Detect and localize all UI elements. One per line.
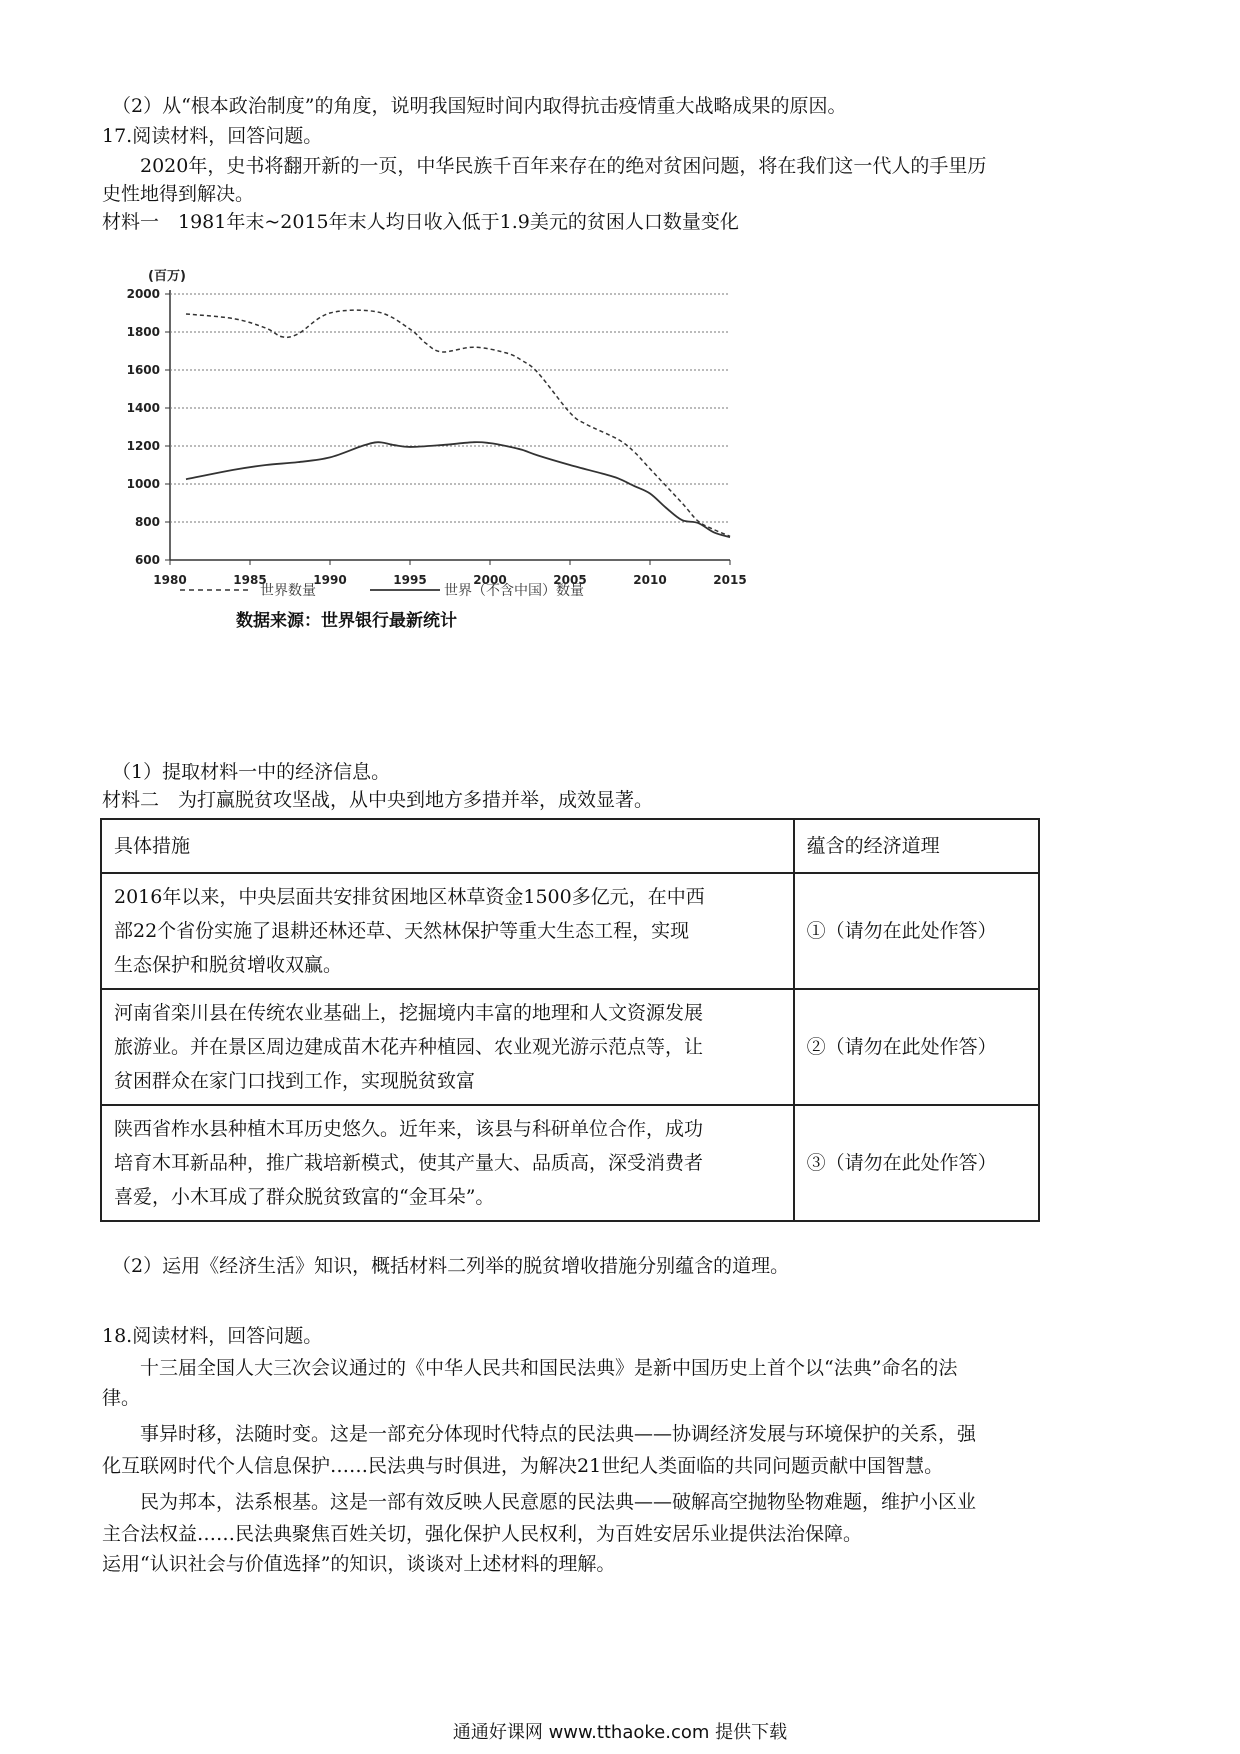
q18-line: 民为邦本，法系根基。这是一部有效反映人民意愿的民法典——破解高空抛物坠物难题，维护小区业 — [140, 1491, 977, 1513]
principle-answer-cell: ①（请勿在此处作答） — [794, 873, 1039, 989]
material2-title: 材料二 为打赢脱贫攻坚战，从中央到地方多措并举，成效显著。 — [102, 789, 654, 811]
q18-line: 律。 — [102, 1387, 141, 1409]
chart-source-note: 数据来源：世界银行最新统计 — [236, 611, 457, 631]
y-tick-label: 1200 — [126, 439, 160, 453]
x-tick-label: 2010 — [633, 573, 667, 587]
y-tick-label: 600 — [134, 553, 160, 567]
q18-line: 十三届全国人大三次会议通过的《中华人民共和国民法典》是新中国历史上首个以“法典”命名的法 — [140, 1357, 958, 1379]
y-tick-label: 1400 — [126, 401, 160, 415]
measure-cell — [101, 989, 794, 1105]
legend-series-1-label: 世界数量 — [260, 583, 316, 599]
q17-part2-question: （2）运用《经济生活》知识，概括材料二列举的脱贫增收措施分别蕴含的道理。 — [112, 1255, 790, 1277]
y-tick-label: 2000 — [126, 287, 160, 301]
series-world-excl-china-line — [186, 442, 730, 537]
measure-line: 培育木耳新品种，推广栽培新模式，使其产量大、品质高，深受消费者 — [114, 1152, 704, 1174]
x-tick-label: 1985 — [233, 573, 267, 587]
chart-unit-label: (百万) — [148, 269, 186, 284]
q18-line: 主合法权益……民法典聚焦百姓关切，强化保护人民权利，为百姓安居乐业提供法治保障。 — [102, 1523, 863, 1545]
q18-question: 运用“认识社会与价值选择”的知识，谈谈对上述材料的理解。 — [102, 1553, 616, 1575]
q18-heading: 18.阅读材料，回答问题。 — [102, 1325, 323, 1347]
measures-table — [100, 818, 1040, 1222]
q17-part1-question: （1）提取材料一中的经济信息。 — [112, 761, 391, 783]
q17-intro-line1: 2020年，史书将翻开新的一页，中华民族千百年来存在的绝对贫困问题，将在我们这一代人的手里历 — [140, 155, 987, 177]
legend-series-2-label: 世界（不含中国）数量 — [444, 583, 584, 599]
chart-y-ticks — [127, 287, 170, 567]
measure-line: 贫困群众在家门口找到工作，实现脱贫致富 — [114, 1070, 476, 1092]
y-tick-label: 1800 — [126, 325, 160, 339]
q17-intro-line2: 史性地得到解决。 — [102, 183, 255, 205]
q18-line: 化互联网时代个人信息保护……民法典与时俱进，为解决21世纪人类面临的共同问题贡献中国智慧。 — [102, 1455, 944, 1477]
measure-cell — [101, 873, 794, 989]
footer-credit: 通通好课网 www.tthaoke.com 提供下载 — [452, 1722, 788, 1743]
measure-line: 生态保护和脱贫增收双赢。 — [114, 954, 343, 976]
q16-part2-question: （2）从“根本政治制度”的角度，说明我国短时间内取得抗击疫情重大战略成果的原因。 — [112, 95, 847, 117]
measure-line: 河南省栾川县在传统农业基础上，挖掘境内丰富的地理和人文资源发展 — [114, 1002, 704, 1024]
x-tick-label: 2015 — [713, 573, 747, 587]
table-row — [101, 1105, 1039, 1221]
x-tick-label: 2000 — [473, 573, 507, 587]
y-tick-label: 1600 — [126, 363, 160, 377]
q17-heading: 17.阅读材料，回答问题。 — [102, 125, 323, 147]
table-header-row — [101, 819, 1039, 873]
principle-answer-cell: ②（请勿在此处作答） — [794, 989, 1039, 1105]
q18-line: 事异时移，法随时变。这是一部充分体现时代特点的民法典——协调经济发展与环境保护的关系，强 — [140, 1423, 977, 1445]
y-tick-label: 1000 — [126, 477, 160, 491]
x-tick-label: 1980 — [153, 573, 187, 587]
y-tick-label: 800 — [134, 515, 160, 529]
material1-title: 材料一 1981年末~2015年末人均日收入低于1.9美元的贫困人口数量变化 — [102, 211, 739, 233]
principle-answer-cell: ③（请勿在此处作答） — [794, 1105, 1039, 1221]
measure-line: 部22个省份实施了退耕还林还草、天然林保护等重大生态工程，实现 — [114, 920, 690, 942]
header-measures: 具体措施 — [101, 819, 794, 873]
chart-grid — [170, 290, 730, 560]
measure-line: 2016年以来，中央层面共安排贫困地区林草资金1500多亿元，在中西 — [114, 886, 705, 908]
measure-line: 旅游业。并在景区周边建成苗木花卉种植园、农业观光游示范点等，让 — [114, 1036, 704, 1058]
series-world-line — [186, 310, 730, 536]
measure-line: 喜爱，小木耳成了群众脱贫致富的“金耳朵”。 — [114, 1186, 495, 1208]
x-tick-label: 2005 — [553, 573, 587, 587]
x-tick-label: 1995 — [393, 573, 427, 587]
table-row — [101, 873, 1039, 989]
table-row — [101, 989, 1039, 1105]
header-principle: 蕴含的经济道理 — [794, 819, 1039, 873]
measure-cell — [101, 1105, 794, 1221]
x-tick-label: 1990 — [313, 573, 347, 587]
chart-series — [186, 310, 730, 537]
poverty-line-chart — [108, 258, 748, 718]
measure-line: 陕西省柞水县种植木耳历史悠久。近年来，该县与科研单位合作，成功 — [114, 1118, 704, 1140]
